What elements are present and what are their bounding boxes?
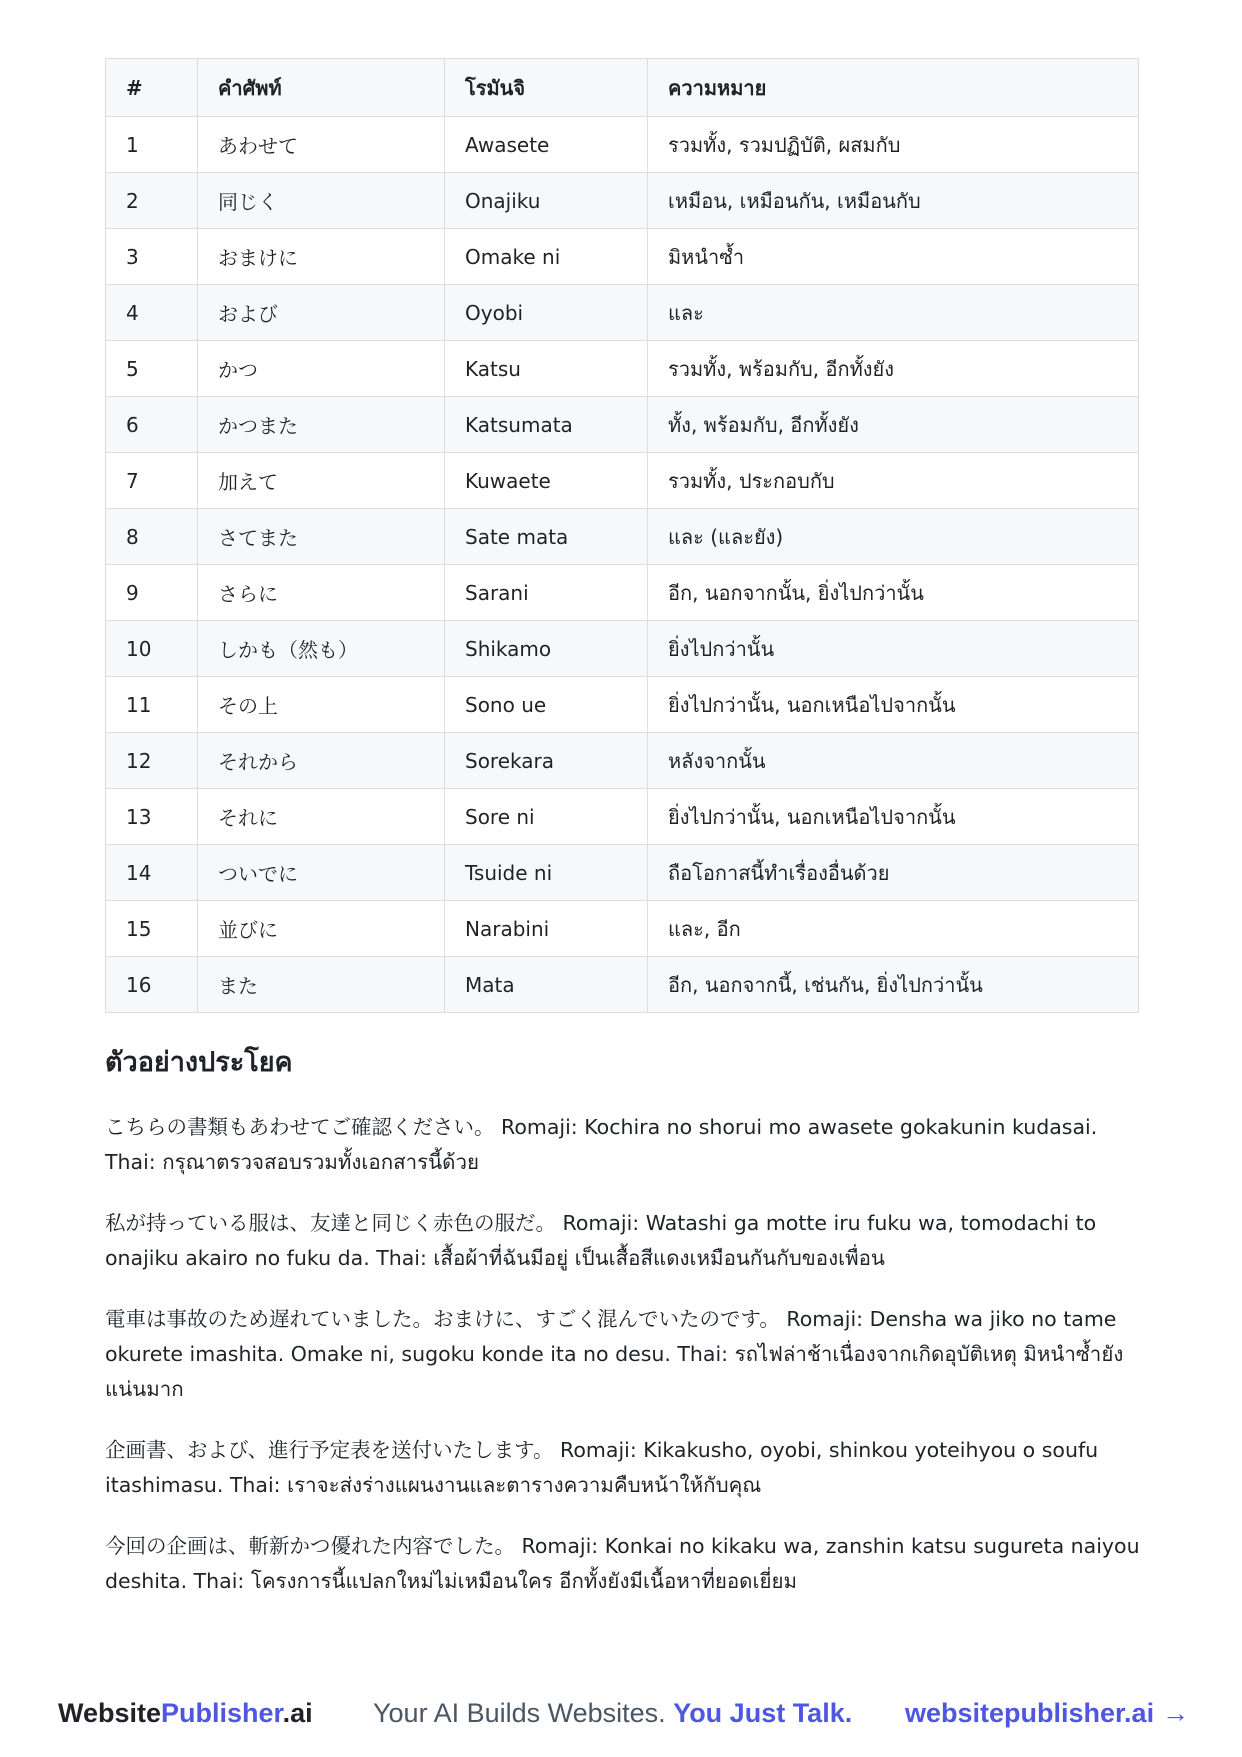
cell-number: 13 bbox=[106, 789, 198, 845]
table-row bbox=[106, 453, 1139, 509]
table-row bbox=[106, 957, 1139, 1013]
cell-number: 12 bbox=[106, 733, 198, 789]
cell-word: ついでに bbox=[198, 845, 445, 901]
table-row bbox=[106, 789, 1139, 845]
cell-romaji: Sore ni bbox=[445, 789, 648, 845]
table-row bbox=[106, 341, 1139, 397]
cell-number: 5 bbox=[106, 341, 198, 397]
cell-number: 4 bbox=[106, 285, 198, 341]
cell-meaning: มิหนำซ้ำ bbox=[648, 229, 1139, 285]
cell-meaning: และ (และยัง) bbox=[648, 509, 1139, 565]
cell-meaning: ถือโอกาสนี้ทำเรื่องอื่นด้วย bbox=[648, 845, 1139, 901]
cell-romaji: Sate mata bbox=[445, 509, 648, 565]
table-row bbox=[106, 509, 1139, 565]
cell-romaji: Kuwaete bbox=[445, 453, 648, 509]
cell-number: 9 bbox=[106, 565, 198, 621]
example-sentence: こちらの書類もあわせてご確認ください。 Romaji: Kochira no shorui mo awasete gokakunin kudasai. Thai: กรุณาตรวจสอบรวมทั้งเอกสารนี้ด้วย bbox=[105, 1115, 1098, 1174]
header-romaji: โรมันจิ bbox=[445, 59, 648, 117]
cell-number: 3 bbox=[106, 229, 198, 285]
cell-number: 6 bbox=[106, 397, 198, 453]
tagline bbox=[373, 1698, 852, 1729]
table-row bbox=[106, 621, 1139, 677]
cell-meaning: หลังจากนั้น bbox=[648, 733, 1139, 789]
cell-meaning: อีก, นอกจากนี้, เช่นกัน, ยิ่งไปกว่านั้น bbox=[648, 957, 1139, 1013]
cell-meaning: รวมทั้ง, รวมปฏิบัติ, ผสมกับ bbox=[648, 117, 1139, 173]
cell-word: かつ bbox=[198, 341, 445, 397]
example-sentence: 電車は事故のため遅れていました。おまけに、すごく混んでいたのです。 Romaji: Densha wa jiko no tame okurete imashita. Omake ni, sugoku konde ita no desu. Thai: รถไฟล่าช้าเนื่องจากเกิดอุบัติเหตุ มิหนำซ้ำยังแน่นมาก bbox=[105, 1307, 1124, 1401]
cell-romaji: Oyobi bbox=[445, 285, 648, 341]
cell-meaning: รวมทั้ง, พร้อมกับ, อีกทั้งยัง bbox=[648, 341, 1139, 397]
brand-part-2: Publisher bbox=[161, 1698, 283, 1728]
cell-number: 16 bbox=[106, 957, 198, 1013]
table-row bbox=[106, 173, 1139, 229]
cell-number: 10 bbox=[106, 621, 198, 677]
cell-romaji: Narabini bbox=[445, 901, 648, 957]
cell-romaji: Katsumata bbox=[445, 397, 648, 453]
tagline-part-1: Your AI Builds Websites. bbox=[373, 1698, 666, 1728]
tagline-part-2: You Just Talk. bbox=[673, 1698, 853, 1728]
cell-romaji: Sono ue bbox=[445, 677, 648, 733]
header-number: # bbox=[106, 59, 198, 117]
cell-romaji: Katsu bbox=[445, 341, 648, 397]
cell-meaning: ยิ่งไปกว่านั้น, นอกเหนือไปจากนั้น bbox=[648, 789, 1139, 845]
cell-word: さらに bbox=[198, 565, 445, 621]
table-row bbox=[106, 229, 1139, 285]
header-meaning: ความหมาย bbox=[648, 59, 1139, 117]
cell-meaning: อีก, นอกจากนั้น, ยิ่งไปกว่านั้น bbox=[648, 565, 1139, 621]
table-row bbox=[106, 565, 1139, 621]
table-row bbox=[106, 733, 1139, 789]
header-word: คำศัพท์ bbox=[198, 59, 445, 117]
footer bbox=[0, 1690, 1242, 1740]
cell-word: 加えて bbox=[198, 453, 445, 509]
example-sentence: 今回の企画は、斬新かつ優れた内容でした。 Romaji: Konkai no kikaku wa, zanshin katsu sugureta naiyou deshita. Thai: โครงการนี้แปลกใหม่ไม่เหมือนใคร อีกทั้งยังมีเนื้อหาที่ยอดเยี่ยม bbox=[105, 1534, 1140, 1593]
cell-meaning: ยิ่งไปกว่านั้น bbox=[648, 621, 1139, 677]
cell-number: 1 bbox=[106, 117, 198, 173]
cell-number: 2 bbox=[106, 173, 198, 229]
brand-part-1: Website bbox=[58, 1698, 162, 1728]
cell-meaning: ทั้ง, พร้อมกับ, อีกทั้งยัง bbox=[648, 397, 1139, 453]
cell-romaji: Sorekara bbox=[445, 733, 648, 789]
cell-number: 8 bbox=[106, 509, 198, 565]
examples-heading: ตัวอย่างประโยค bbox=[105, 1047, 293, 1078]
cell-word: さてまた bbox=[198, 509, 445, 565]
cell-word: および bbox=[198, 285, 445, 341]
table-header-row bbox=[106, 59, 1139, 117]
cell-meaning: รวมทั้ง, ประกอบกับ bbox=[648, 453, 1139, 509]
website-link[interactable] bbox=[905, 1698, 1189, 1729]
example-sentences bbox=[105, 1110, 1150, 1625]
cell-word: その上 bbox=[198, 677, 445, 733]
cell-romaji: Omake ni bbox=[445, 229, 648, 285]
cell-word: 同じく bbox=[198, 173, 445, 229]
vocabulary-table bbox=[105, 58, 1139, 1013]
table-row bbox=[106, 285, 1139, 341]
cell-romaji: Awasete bbox=[445, 117, 648, 173]
cell-word: また bbox=[198, 957, 445, 1013]
cell-romaji: Onajiku bbox=[445, 173, 648, 229]
example-sentence: 企画書、および、進行予定表を送付いたします。 Romaji: Kikakusho, oyobi, shinkou yoteihyou o soufu itashimasu. Thai: เราจะส่งร่างแผนงานและตารางความคืบหน้าให้กับคุณ bbox=[105, 1438, 1099, 1497]
cell-word: それに bbox=[198, 789, 445, 845]
cell-meaning: เหมือน, เหมือนกัน, เหมือนกับ bbox=[648, 173, 1139, 229]
cell-word: おまけに bbox=[198, 229, 445, 285]
arrow-right-icon: → bbox=[1162, 1698, 1190, 1728]
cell-romaji: Tsuide ni bbox=[445, 845, 648, 901]
table-row bbox=[106, 677, 1139, 733]
cell-romaji: Mata bbox=[445, 957, 648, 1013]
cell-meaning: และ, อีก bbox=[648, 901, 1139, 957]
cell-number: 7 bbox=[106, 453, 198, 509]
cell-word: それから bbox=[198, 733, 445, 789]
table-row bbox=[106, 845, 1139, 901]
cell-number: 11 bbox=[106, 677, 198, 733]
website-link-text: websitepublisher.ai bbox=[905, 1698, 1155, 1728]
cell-word: しかも（然も） bbox=[198, 621, 445, 677]
cell-word: 並びに bbox=[198, 901, 445, 957]
table-row bbox=[106, 117, 1139, 173]
cell-word: かつまた bbox=[198, 397, 445, 453]
cell-meaning: และ bbox=[648, 285, 1139, 341]
example-sentence: 私が持っている服は、友達と同じく赤色の服だ。 Romaji: Watashi ga motte iru fuku wa, tomodachi to onajiku akairo no fuku da. Thai: เสื้อผ้าที่ฉันมีอยู่ เป็นเสื้อสีแดงเหมือนกันกับของเพื่อน bbox=[105, 1211, 1097, 1270]
cell-word: あわせて bbox=[198, 117, 445, 173]
cell-number: 14 bbox=[106, 845, 198, 901]
brand-logo[interactable] bbox=[58, 1698, 313, 1729]
cell-romaji: Sarani bbox=[445, 565, 648, 621]
table-row bbox=[106, 901, 1139, 957]
cell-number: 15 bbox=[106, 901, 198, 957]
table-row bbox=[106, 397, 1139, 453]
cell-meaning: ยิ่งไปกว่านั้น, นอกเหนือไปจากนั้น bbox=[648, 677, 1139, 733]
brand-part-3: .ai bbox=[282, 1698, 313, 1728]
cell-romaji: Shikamo bbox=[445, 621, 648, 677]
